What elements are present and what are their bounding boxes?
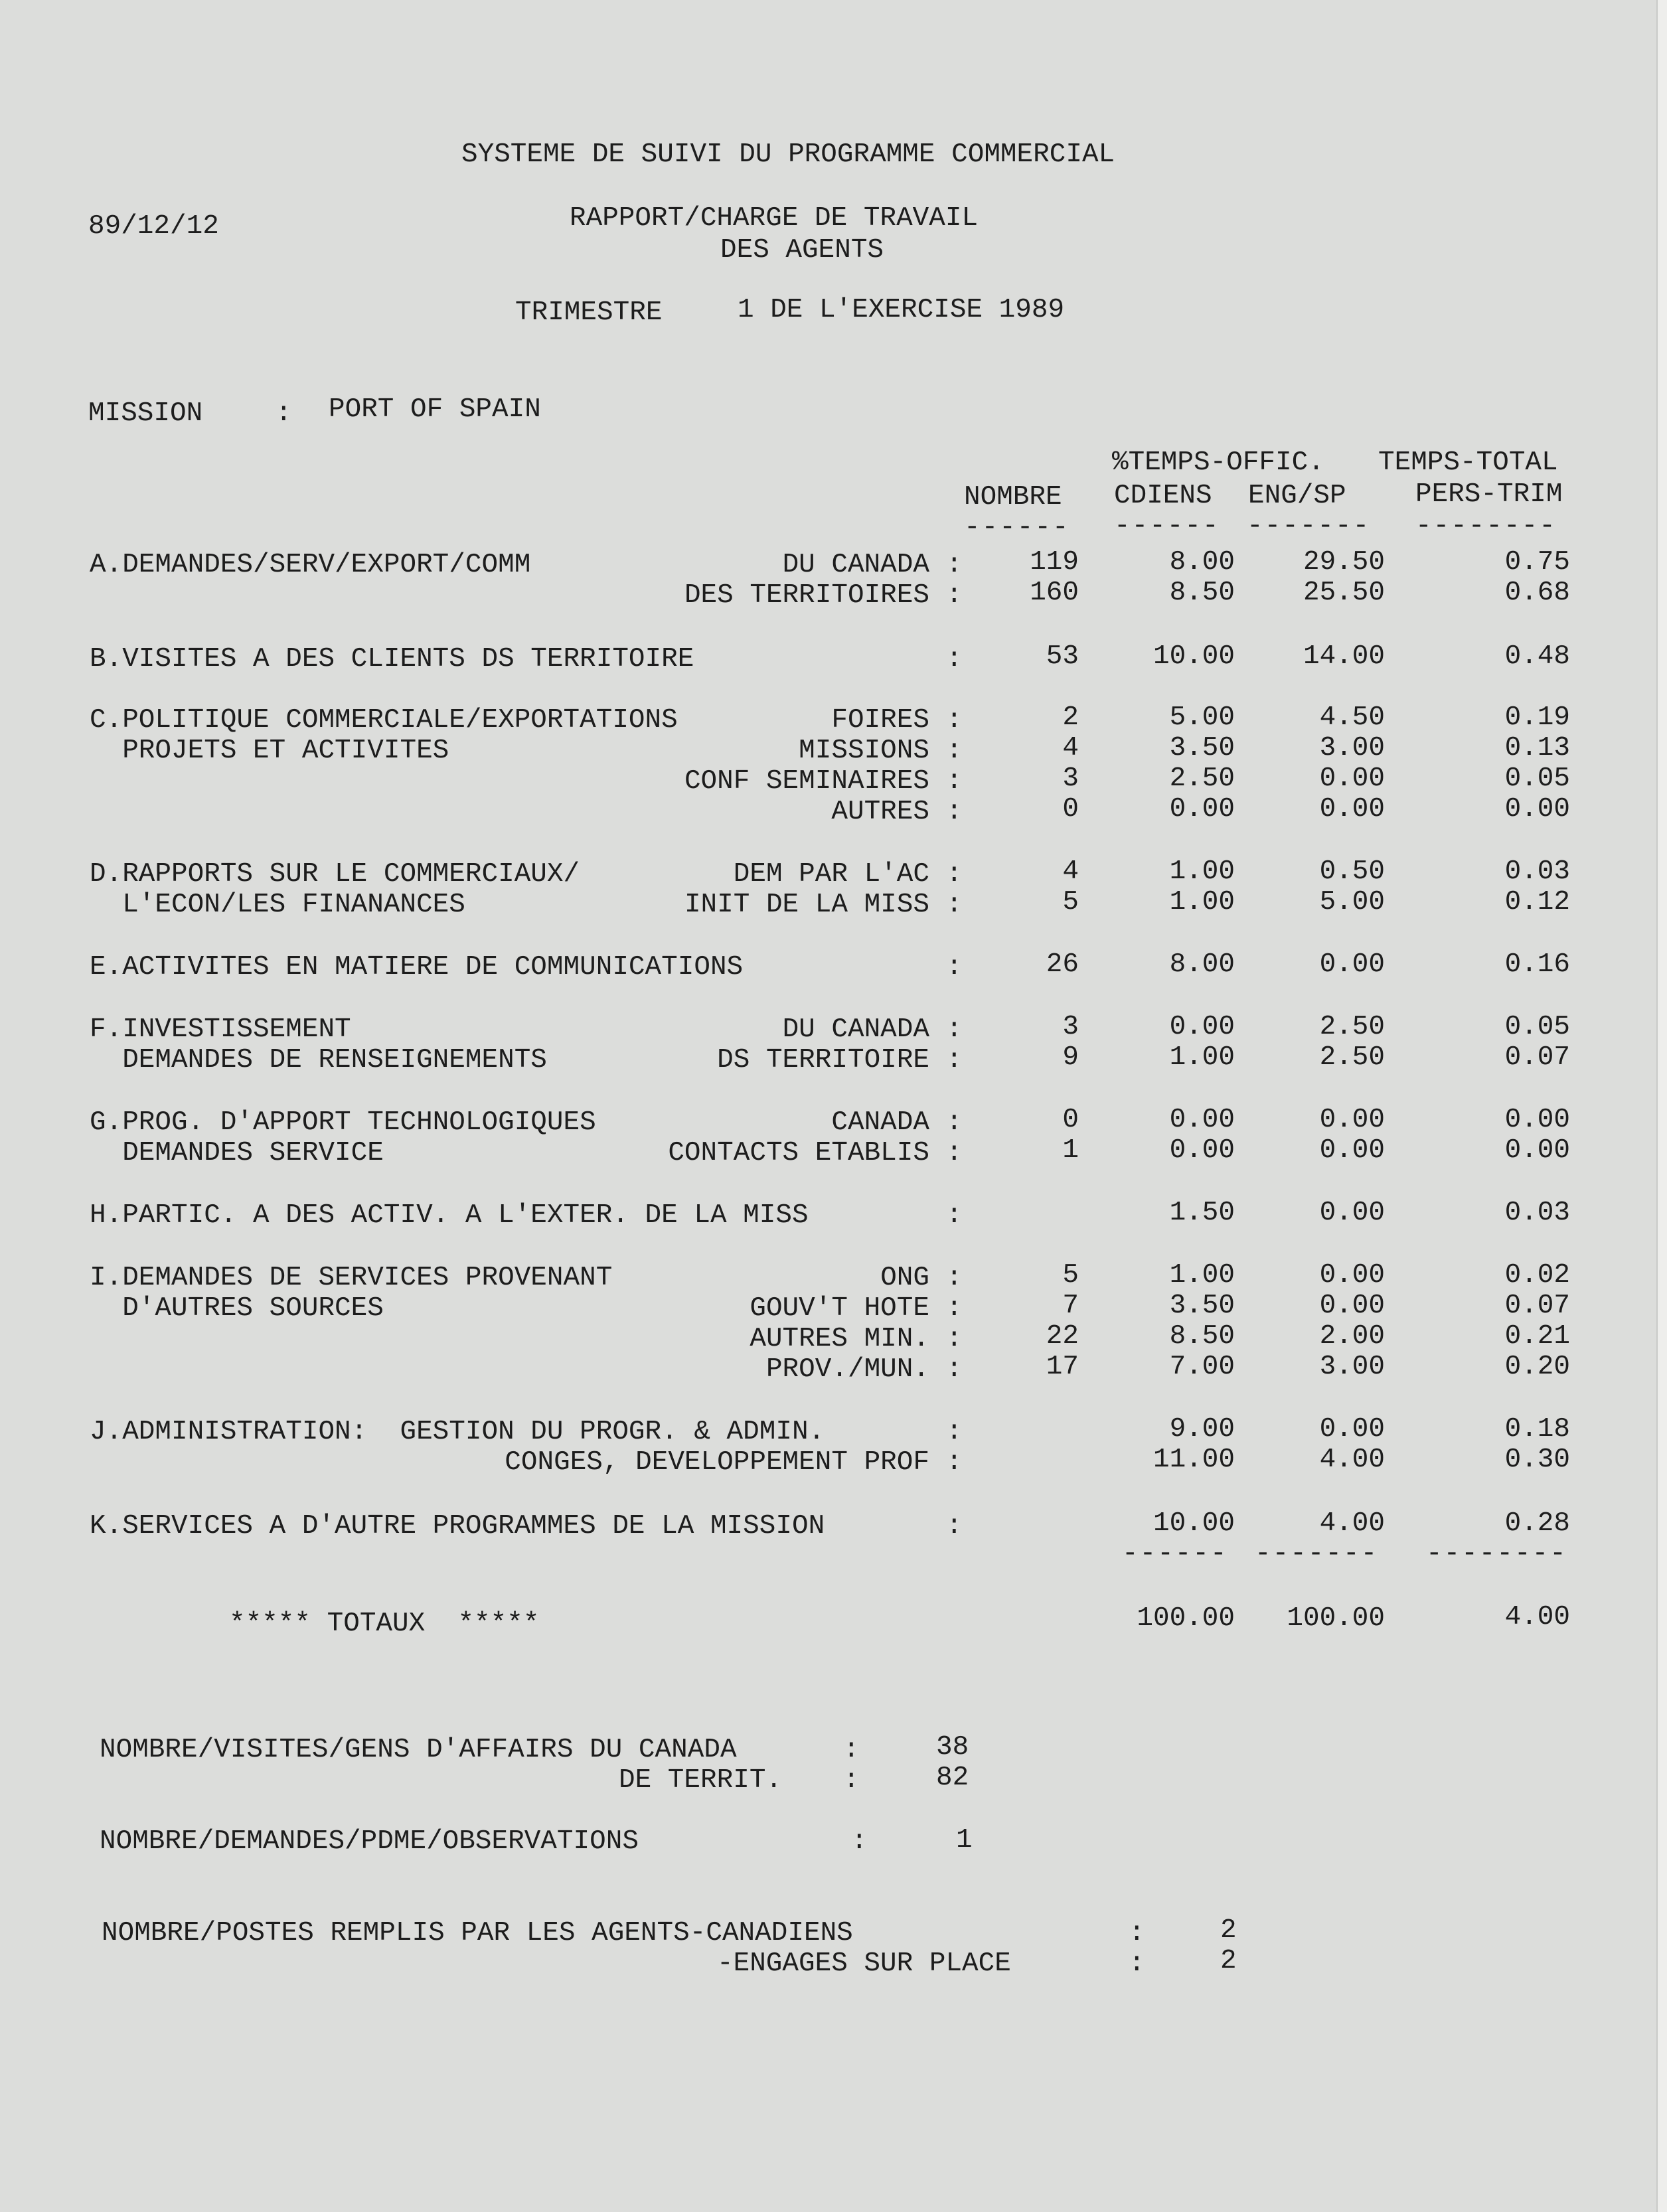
row-pers-trim: 0.00 bbox=[1504, 794, 1570, 825]
row-label: A.DEMANDES/SERV/EXPORT/COMM bbox=[90, 550, 531, 580]
row-colon: : bbox=[946, 1447, 963, 1478]
row-nombre: 7 bbox=[1062, 1291, 1079, 1321]
row-nombre: 53 bbox=[1046, 641, 1079, 672]
row-nombre: 4 bbox=[1062, 733, 1079, 763]
row-sublabel: DES TERRITOIRES bbox=[684, 580, 929, 611]
column-rule-pers-trim: -------- bbox=[1415, 511, 1557, 542]
row-colon: : bbox=[946, 766, 963, 797]
row-label: K.SERVICES A D'AUTRE PROGRAMMES DE LA MISSION bbox=[90, 1511, 825, 1541]
row-sublabel: MISSIONS bbox=[799, 736, 929, 766]
row-eng-sp: 4.00 bbox=[1319, 1445, 1385, 1475]
row-label: G.PROG. D'APPORT TECHNOLOGIQUES bbox=[90, 1107, 596, 1138]
row-cdiens: 8.50 bbox=[1169, 578, 1235, 608]
row-cdiens: 2.50 bbox=[1169, 763, 1235, 794]
totals-rule-pers-trim: -------- bbox=[1426, 1539, 1567, 1569]
row-eng-sp: 4.00 bbox=[1319, 1508, 1385, 1539]
postes-colon: : bbox=[1129, 1918, 1145, 1948]
row-eng-sp: 25.50 bbox=[1303, 578, 1385, 608]
row-colon: : bbox=[946, 1324, 963, 1354]
row-eng-sp: 4.50 bbox=[1319, 702, 1385, 733]
row-eng-sp: 0.00 bbox=[1319, 1260, 1385, 1291]
column-header-nombre: NOMBRE bbox=[964, 482, 1062, 513]
row-colon: : bbox=[946, 644, 963, 674]
row-cdiens: 1.00 bbox=[1169, 1260, 1235, 1291]
visites-canada-value: 38 bbox=[936, 1732, 969, 1763]
row-label: C.POLITIQUE COMMERCIALE/EXPORTATIONS bbox=[90, 705, 678, 736]
pdme-label: NOMBRE/DEMANDES/PDME/OBSERVATIONS bbox=[100, 1826, 639, 1857]
column-header-eng-sp: ENG/SP bbox=[1248, 481, 1346, 511]
row-cdiens: 0.00 bbox=[1169, 1012, 1235, 1042]
visites-colon: : bbox=[843, 1735, 860, 1765]
row-pers-trim: 0.05 bbox=[1504, 1012, 1570, 1042]
row-pers-trim: 0.30 bbox=[1504, 1445, 1570, 1475]
row-eng-sp: 2.00 bbox=[1319, 1321, 1385, 1352]
row-colon: : bbox=[946, 1293, 963, 1324]
visites-label: NOMBRE/VISITES/GENS D'AFFAIRS DU CANADA bbox=[100, 1735, 737, 1765]
row-colon: : bbox=[946, 952, 963, 983]
row-pers-trim: 0.12 bbox=[1504, 887, 1570, 917]
pdme-colon: : bbox=[851, 1826, 868, 1857]
row-pers-trim: 0.05 bbox=[1504, 763, 1570, 794]
engages-value: 2 bbox=[1220, 1946, 1237, 1976]
row-colon: : bbox=[946, 1107, 963, 1138]
row-nombre: 17 bbox=[1046, 1352, 1079, 1382]
row-label: DEMANDES DE RENSEIGNEMENTS bbox=[90, 1045, 547, 1075]
row-eng-sp: 0.00 bbox=[1319, 1198, 1385, 1228]
row-cdiens: 8.50 bbox=[1169, 1321, 1235, 1352]
row-pers-trim: 0.02 bbox=[1504, 1260, 1570, 1291]
row-nombre: 1 bbox=[1062, 1135, 1079, 1166]
mission-value: PORT OF SPAIN bbox=[329, 394, 541, 425]
row-cdiens: 7.00 bbox=[1169, 1352, 1235, 1382]
row-pers-trim: 0.00 bbox=[1504, 1105, 1570, 1135]
row-cdiens: 5.00 bbox=[1169, 702, 1235, 733]
row-colon: : bbox=[946, 797, 963, 827]
report-title-line2: DES AGENTS bbox=[720, 235, 884, 266]
row-pers-trim: 0.20 bbox=[1504, 1352, 1570, 1382]
row-colon: : bbox=[946, 550, 963, 580]
row-colon: : bbox=[946, 1014, 963, 1045]
row-nombre: 0 bbox=[1062, 794, 1079, 825]
row-eng-sp: 0.00 bbox=[1319, 1105, 1385, 1135]
row-cdiens: 0.00 bbox=[1169, 1135, 1235, 1166]
column-header-temps-offic: %TEMPS-OFFIC. bbox=[1112, 447, 1324, 478]
visites-territ-colon: : bbox=[843, 1765, 860, 1796]
visites-territ-value: 82 bbox=[936, 1763, 969, 1793]
row-sublabel: CONGES, DEVELOPPEMENT PROF bbox=[505, 1447, 929, 1478]
row-eng-sp: 0.50 bbox=[1319, 856, 1385, 887]
row-colon: : bbox=[946, 859, 963, 890]
row-cdiens: 3.50 bbox=[1169, 733, 1235, 763]
row-label: I.DEMANDES DE SERVICES PROVENANT bbox=[90, 1263, 613, 1293]
row-pers-trim: 0.28 bbox=[1504, 1508, 1570, 1539]
row-nombre: 3 bbox=[1062, 1012, 1079, 1042]
row-cdiens: 0.00 bbox=[1169, 1105, 1235, 1135]
row-pers-trim: 0.07 bbox=[1504, 1291, 1570, 1321]
engages-colon: : bbox=[1129, 1948, 1145, 1979]
row-eng-sp: 14.00 bbox=[1303, 641, 1385, 672]
row-label: D.RAPPORTS SUR LE COMMERCIAUX/ bbox=[90, 859, 580, 890]
row-sublabel: CONF SEMINAIRES bbox=[684, 766, 929, 797]
row-nombre: 26 bbox=[1046, 949, 1079, 980]
totals-rule-cdiens: ------ bbox=[1122, 1539, 1228, 1569]
row-pers-trim: 0.16 bbox=[1504, 949, 1570, 980]
mission-label: MISSION bbox=[88, 398, 203, 429]
row-label: H.PARTIC. A DES ACTIV. A L'EXTER. DE LA MISS bbox=[90, 1200, 809, 1231]
row-cdiens: 1.00 bbox=[1169, 1042, 1235, 1073]
row-cdiens: 11.00 bbox=[1152, 1445, 1235, 1475]
column-header-pers-trim: PERS-TRIM bbox=[1415, 479, 1563, 510]
row-label: B.VISITES A DES CLIENTS DS TERRITOIRE bbox=[90, 644, 694, 674]
row-pers-trim: 0.75 bbox=[1504, 547, 1570, 578]
row-label: J.ADMINISTRATION: GESTION DU PROGR. & ADMIN. bbox=[90, 1417, 825, 1447]
row-sublabel: INIT DE LA MISS bbox=[684, 890, 929, 920]
row-colon: : bbox=[946, 1263, 963, 1293]
row-nombre: 5 bbox=[1062, 887, 1079, 917]
row-colon: : bbox=[946, 705, 963, 736]
row-eng-sp: 0.00 bbox=[1319, 949, 1385, 980]
report-system-title: SYSTEME DE SUIVI DU PROGRAMME COMMERCIAL bbox=[461, 139, 1115, 170]
totals-cdiens: 100.00 bbox=[1137, 1603, 1235, 1634]
row-sublabel: FOIRES bbox=[831, 705, 929, 736]
row-eng-sp: 0.00 bbox=[1319, 1414, 1385, 1445]
row-sublabel: DU CANADA bbox=[782, 550, 929, 580]
column-rule-cdiens: ------ bbox=[1114, 511, 1220, 542]
row-sublabel: GOUV'T HOTE bbox=[750, 1293, 929, 1324]
row-cdiens: 1.50 bbox=[1169, 1198, 1235, 1228]
row-pers-trim: 0.03 bbox=[1504, 856, 1570, 887]
row-colon: : bbox=[946, 1511, 963, 1541]
row-nombre: 9 bbox=[1062, 1042, 1079, 1073]
row-pers-trim: 0.68 bbox=[1504, 578, 1570, 608]
row-cdiens: 0.00 bbox=[1169, 794, 1235, 825]
row-eng-sp: 2.50 bbox=[1319, 1012, 1385, 1042]
row-colon: : bbox=[946, 1354, 963, 1385]
column-rule-nombre: ------ bbox=[964, 513, 1070, 543]
column-rule-eng-sp: ------- bbox=[1247, 511, 1371, 542]
totals-eng-sp: 100.00 bbox=[1287, 1603, 1385, 1634]
row-nombre: 160 bbox=[1030, 578, 1079, 608]
row-pers-trim: 0.03 bbox=[1504, 1198, 1570, 1228]
row-label: PROJETS ET ACTIVITES bbox=[90, 736, 449, 766]
row-sublabel: PROV./MUN. bbox=[765, 1354, 929, 1385]
row-label: D'AUTRES SOURCES bbox=[90, 1293, 384, 1324]
row-sublabel: DU CANADA bbox=[782, 1014, 929, 1045]
quarter-label: TRIMESTRE bbox=[515, 297, 663, 328]
row-eng-sp: 0.00 bbox=[1319, 794, 1385, 825]
postes-canadiens-value: 2 bbox=[1220, 1915, 1237, 1946]
engages-label: -ENGAGES SUR PLACE bbox=[717, 1948, 1011, 1979]
row-eng-sp: 5.00 bbox=[1319, 887, 1385, 917]
row-eng-sp: 0.00 bbox=[1319, 763, 1385, 794]
postes-label: NOMBRE/POSTES REMPLIS PAR LES AGENTS-CANADIENS bbox=[102, 1918, 853, 1948]
row-sublabel: DS TERRITOIRE bbox=[717, 1045, 929, 1075]
row-label: L'ECON/LES FINANANCES bbox=[90, 890, 465, 920]
row-sublabel: DEM PAR L'AC bbox=[733, 859, 929, 890]
row-colon: : bbox=[946, 1417, 963, 1447]
row-nombre: 0 bbox=[1062, 1105, 1079, 1135]
row-sublabel: CONTACTS ETABLIS bbox=[668, 1138, 929, 1168]
row-nombre: 4 bbox=[1062, 856, 1079, 887]
mission-colon: : bbox=[276, 398, 292, 429]
row-cdiens: 8.00 bbox=[1169, 547, 1235, 578]
row-label: F.INVESTISSEMENT bbox=[90, 1014, 351, 1045]
row-nombre: 22 bbox=[1046, 1321, 1079, 1352]
row-cdiens: 1.00 bbox=[1169, 887, 1235, 917]
row-sublabel: CANADA bbox=[831, 1107, 929, 1138]
row-nombre: 5 bbox=[1062, 1260, 1079, 1291]
row-colon: : bbox=[946, 580, 963, 611]
row-eng-sp: 29.50 bbox=[1303, 547, 1385, 578]
row-cdiens: 10.00 bbox=[1152, 1508, 1235, 1539]
row-colon: : bbox=[946, 736, 963, 766]
totals-pers-trim: 4.00 bbox=[1504, 1602, 1570, 1632]
row-pers-trim: 0.13 bbox=[1504, 733, 1570, 763]
row-nombre: 3 bbox=[1062, 763, 1079, 794]
row-nombre: 119 bbox=[1030, 547, 1079, 578]
row-pers-trim: 0.48 bbox=[1504, 641, 1570, 672]
row-eng-sp: 3.00 bbox=[1319, 1352, 1385, 1382]
totals-label: ***** TOTAUX ***** bbox=[229, 1609, 540, 1639]
row-cdiens: 3.50 bbox=[1169, 1291, 1235, 1321]
row-colon: : bbox=[946, 1045, 963, 1075]
row-sublabel: AUTRES MIN. bbox=[750, 1324, 929, 1354]
row-eng-sp: 3.00 bbox=[1319, 733, 1385, 763]
row-sublabel: AUTRES bbox=[831, 797, 929, 827]
row-pers-trim: 0.19 bbox=[1504, 702, 1570, 733]
row-label: DEMANDES SERVICE bbox=[90, 1138, 384, 1168]
visites-territ-label: DE TERRIT. bbox=[619, 1765, 783, 1796]
row-eng-sp: 0.00 bbox=[1319, 1291, 1385, 1321]
row-cdiens: 9.00 bbox=[1169, 1414, 1235, 1445]
row-colon: : bbox=[946, 1200, 963, 1231]
column-header-temps-total: TEMPS-TOTAL bbox=[1378, 447, 1558, 478]
row-cdiens: 1.00 bbox=[1169, 856, 1235, 887]
row-cdiens: 10.00 bbox=[1152, 641, 1235, 672]
row-eng-sp: 0.00 bbox=[1319, 1135, 1385, 1166]
row-colon: : bbox=[946, 890, 963, 920]
row-pers-trim: 0.07 bbox=[1504, 1042, 1570, 1073]
row-colon: : bbox=[946, 1138, 963, 1168]
quarter-value: 1 DE L'EXERCISE 1989 bbox=[738, 295, 1065, 325]
totals-rule-eng-sp: ------- bbox=[1255, 1539, 1379, 1569]
row-pers-trim: 0.18 bbox=[1504, 1414, 1570, 1445]
row-eng-sp: 2.50 bbox=[1319, 1042, 1385, 1073]
column-header-cdiens: CDIENS bbox=[1114, 481, 1212, 511]
row-nombre: 2 bbox=[1062, 702, 1079, 733]
row-pers-trim: 0.21 bbox=[1504, 1321, 1570, 1352]
report-date: 89/12/12 bbox=[88, 211, 219, 242]
row-sublabel: ONG bbox=[880, 1263, 929, 1293]
row-cdiens: 8.00 bbox=[1169, 949, 1235, 980]
report-title-line1: RAPPORT/CHARGE DE TRAVAIL bbox=[570, 203, 979, 234]
row-label: E.ACTIVITES EN MATIERE DE COMMUNICATIONS bbox=[90, 952, 744, 983]
page-edge bbox=[1656, 0, 1667, 2212]
pdme-value: 1 bbox=[956, 1825, 973, 1856]
row-pers-trim: 0.00 bbox=[1504, 1135, 1570, 1166]
